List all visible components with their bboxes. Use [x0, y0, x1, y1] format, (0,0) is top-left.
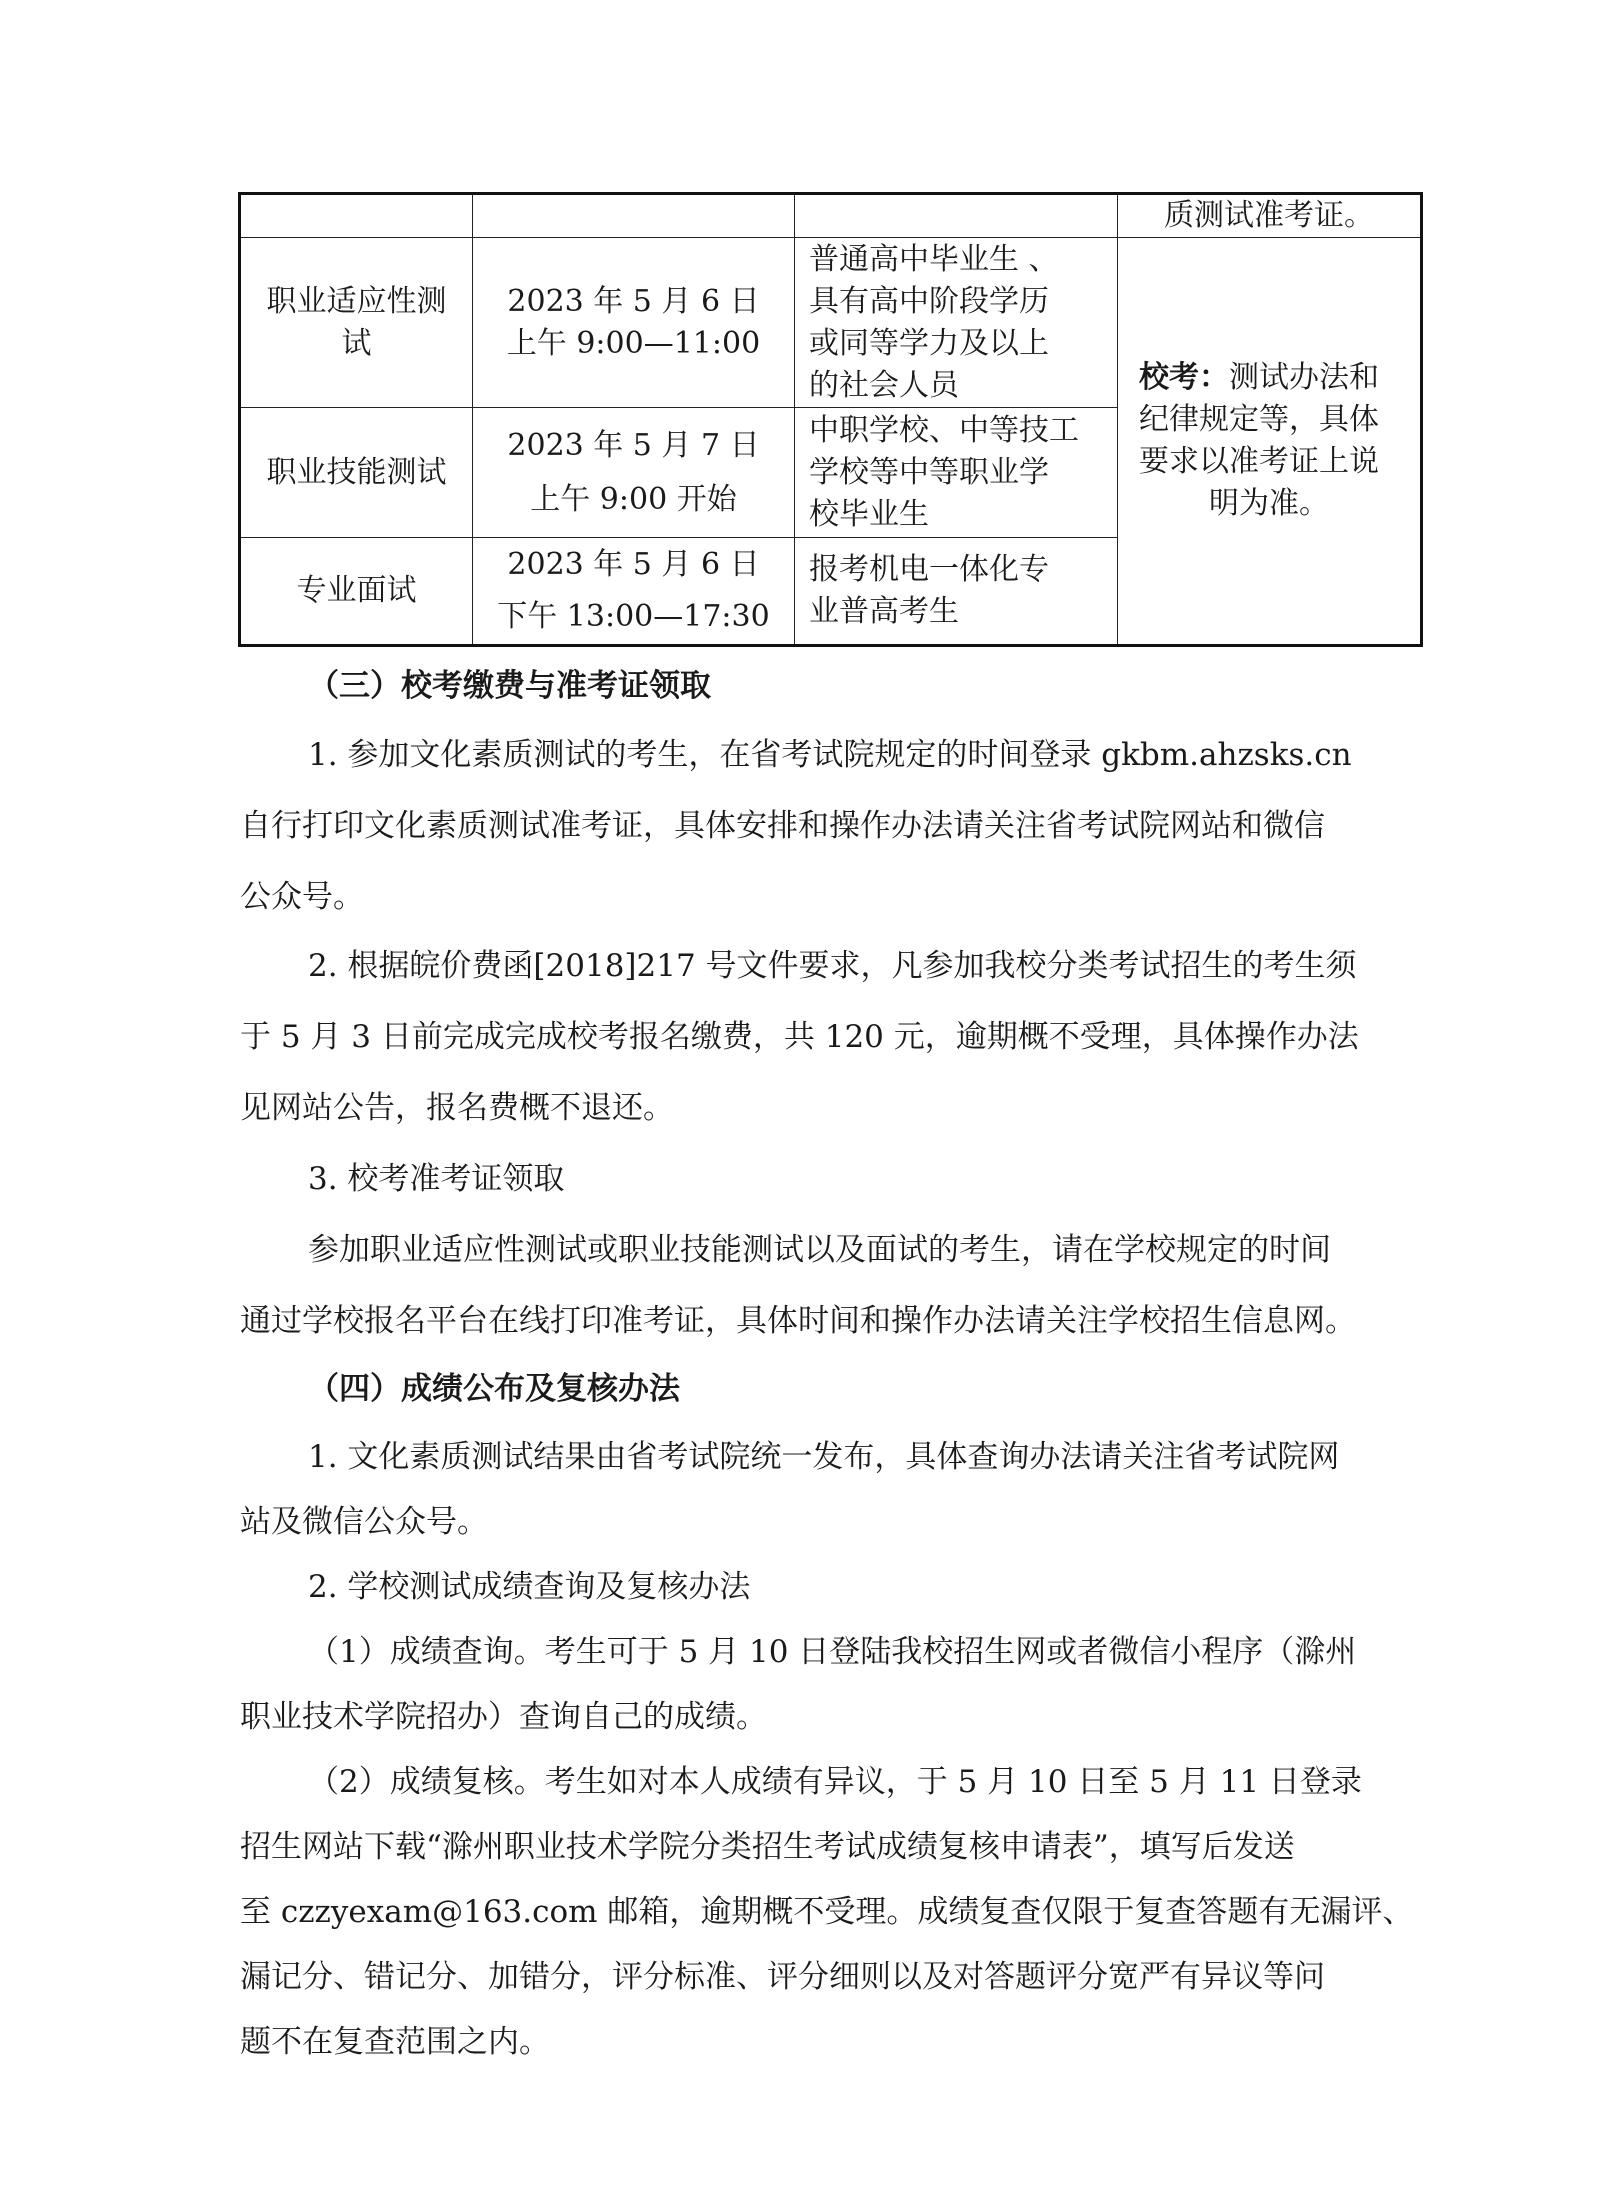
test-date: 2023 年 5 月 6 日: [507, 283, 760, 319]
test-date: 2023 年 5 月 6 日: [507, 547, 760, 582]
test-date: 2023 年 5 月 7 日: [507, 427, 760, 463]
paragraph-line: 1. 文化素质测试结果由省考试院统一发布，具体查询办法请关注省考试院网: [308, 1439, 1340, 1475]
table-cell-test-time: [473, 538, 795, 646]
sub-heading: 2. 学校测试成绩查询及复核办法: [308, 1569, 751, 1605]
target-line: 校毕业生: [809, 496, 929, 532]
target-line: 业普高考生: [809, 594, 959, 629]
table-cell-test-name: [240, 408, 473, 538]
paragraph-line: 至 czzyexam@163.com 邮箱，逾期概不受理。成绩复查仅限于复查答题有无漏评、: [240, 1894, 1414, 1930]
target-line: 的社会人员: [809, 367, 959, 403]
exam-note: [1139, 357, 1399, 525]
target-line: 中职学校、中等技工: [809, 412, 1079, 448]
table-cell-note-continued: [1118, 194, 1422, 238]
paragraph-line: 招生网站下载“滁州职业技术学院分类招生考试成绩复核申请表”，填写后发送: [240, 1829, 1295, 1865]
table-cell-empty: [240, 194, 473, 238]
paragraph-line: 站及微信公众号。: [240, 1504, 488, 1540]
paragraph-line: （1）成绩查询。考生可于 5 月 10 日登陆我校招生网或者微信小程序（滁州: [308, 1634, 1357, 1670]
paragraph-line: 职业技术学院招办）查询自己的成绩。: [240, 1699, 767, 1735]
paragraph-line: 1. 参加文化素质测试的考生，在省考试院规定的时间登录 gkbm.ahzsks.cn: [308, 737, 1352, 773]
paragraph-line: 2. 根据皖价费函[2018]217 号文件要求，凡参加我校分类考试招生的考生须: [308, 948, 1357, 984]
test-name-line: 职业技能测试: [266, 454, 447, 490]
target-line: 具有高中阶段学历: [809, 283, 1049, 319]
table-cell-test-target: [795, 238, 1118, 408]
table-cell-test-target: [795, 408, 1118, 538]
paragraph-line: 通过学校报名平台在线打印准考证，具体时间和操作办法请关注学校招生信息网。: [240, 1303, 1356, 1339]
paragraph-line: 自行打印文化素质测试准考证，具体安排和操作办法请关注省考试院网站和微信: [240, 808, 1325, 844]
table-row: [240, 194, 1422, 238]
target-line: 或同等学力及以上: [809, 325, 1049, 361]
table-cell-exam-note: [1118, 238, 1422, 646]
target-line: 报考机电一体化专: [809, 552, 1049, 587]
section-heading-scores-review: （四）成绩公布及复核办法: [308, 1371, 680, 1407]
note-text: 测试办法和: [1229, 360, 1379, 395]
table-row: [240, 238, 1422, 408]
paragraph-line: 公众号。: [240, 879, 364, 915]
paragraph-line: 题不在复查范围之内。: [240, 2024, 550, 2060]
table-cell-empty: [795, 194, 1118, 238]
note-continued-text: 质测试准考证。: [1164, 198, 1374, 233]
test-name-line: 试: [341, 325, 372, 361]
table-cell-test-time: [473, 238, 795, 408]
test-time-range: 下午 13:00—17:30: [497, 599, 770, 634]
test-time-range: 上午 9:00 开始: [530, 481, 737, 517]
test-time-range: 上午 9:00—11:00: [506, 325, 761, 361]
table-cell-test-target: [795, 538, 1118, 646]
note-line: 纪律规定等，具体: [1139, 402, 1379, 437]
paragraph-line: 漏记分、错记分、加错分，评分标准、评分细则以及对答题评分宽严有异议等问: [240, 1959, 1325, 1995]
table-cell-empty: [473, 194, 795, 238]
table-cell-test-time: [473, 408, 795, 538]
test-name-line: 职业适应性测: [266, 283, 447, 319]
test-name-line: 专业面试: [296, 573, 417, 608]
paragraph-line: （2）成绩复核。考生如对本人成绩有异议，于 5 月 10 日至 5 月 11 日登录: [308, 1764, 1362, 1800]
note-line: 明为准。: [1209, 486, 1329, 521]
paragraph-line: 于 5 月 3 日前完成完成校考报名缴费，共 120 元，逾期概不受理，具体操作办法: [240, 1019, 1359, 1055]
paragraph-line: 参加职业适应性测试或职业技能测试以及面试的考生，请在学校规定的时间: [308, 1232, 1331, 1268]
table-cell-test-name: [240, 538, 473, 646]
section-heading-fees-admission: （三）校考缴费与准考证领取: [308, 668, 711, 704]
note-line: 要求以准考证上说: [1139, 444, 1379, 479]
exam-schedule-table: [238, 192, 1423, 647]
target-line: 学校等中等职业学: [809, 454, 1049, 490]
paragraph-line: 见网站公告，报名费概不退还。: [240, 1090, 674, 1126]
sub-heading: 3. 校考准考证领取: [308, 1161, 565, 1197]
target-line: 普通高中毕业生 、: [809, 241, 1059, 277]
table-cell-test-name: [240, 238, 473, 408]
note-label: 校考：: [1139, 360, 1229, 395]
